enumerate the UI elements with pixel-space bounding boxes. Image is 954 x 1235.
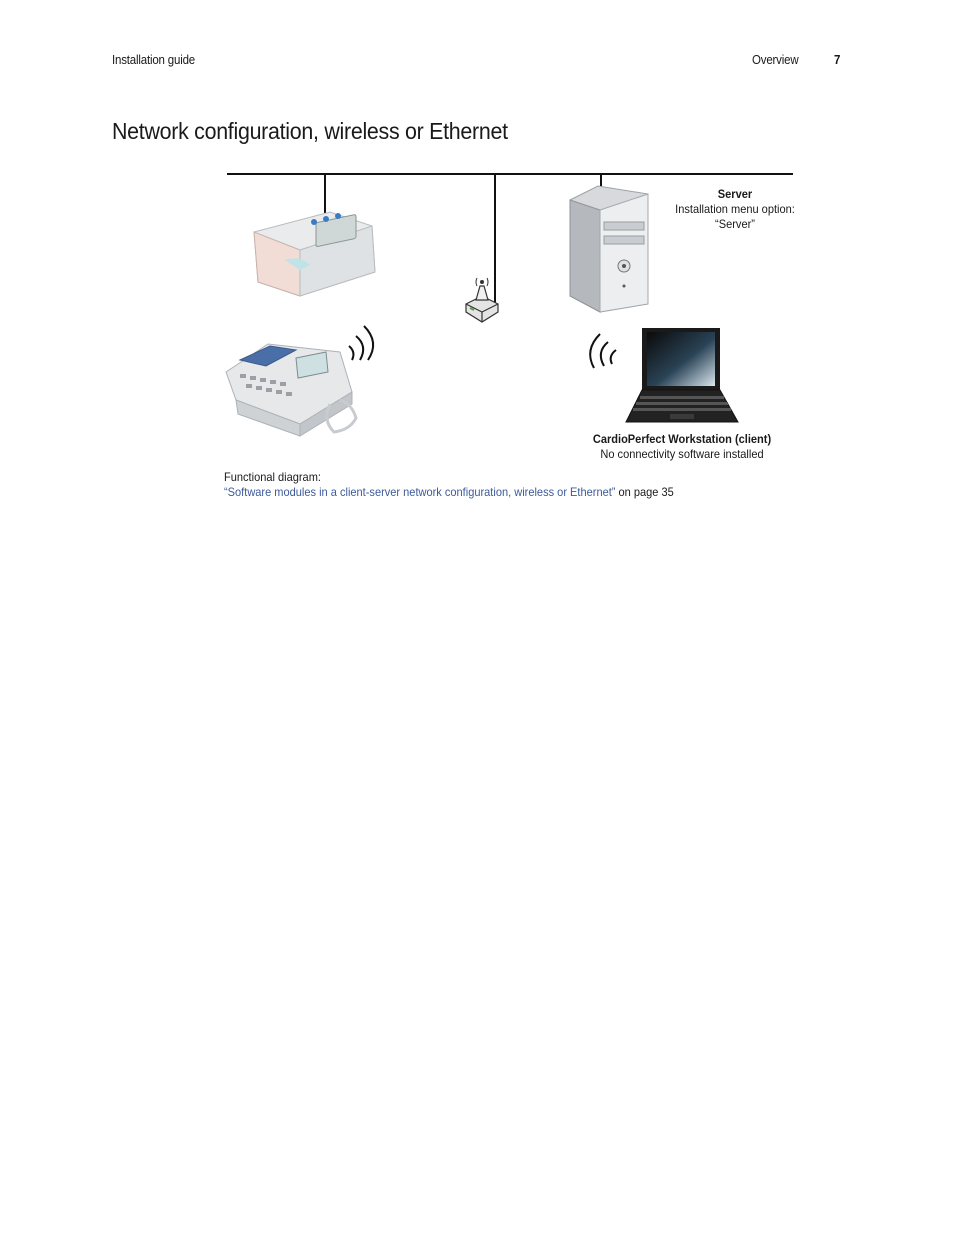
server-install-option: Installation menu option: <box>675 202 795 216</box>
ecg-device-icon <box>254 212 375 296</box>
header-section: Overview <box>752 53 799 67</box>
wireless-signal-icon <box>590 334 616 368</box>
wireless-router-icon <box>466 278 498 322</box>
server-label <box>666 187 804 232</box>
client-name: CardioPerfect Workstation (client) <box>592 432 772 446</box>
functional-diagram-reference <box>224 470 674 500</box>
network-diagram <box>0 0 954 520</box>
laptop-icon <box>626 328 738 422</box>
server-name: Server <box>717 187 753 201</box>
ecg-device-wireless-icon <box>226 326 373 436</box>
page-title: Network configuration, wireless or Ethernet <box>112 118 508 144</box>
header-page-number: 7 <box>834 53 841 67</box>
functional-page-ref: on page 35 <box>615 485 674 499</box>
server-install-value: “Server” <box>715 217 755 231</box>
client-label <box>581 432 783 462</box>
functional-label: Functional diagram: <box>224 470 321 484</box>
functional-diagram-link[interactable]: “Software modules in a client-server network configuration, wireless or Ethernet” <box>224 485 616 499</box>
client-note: No connectivity software installed <box>600 447 764 461</box>
header-doc-title: Installation guide <box>112 53 196 67</box>
tower-server-icon <box>570 186 648 312</box>
